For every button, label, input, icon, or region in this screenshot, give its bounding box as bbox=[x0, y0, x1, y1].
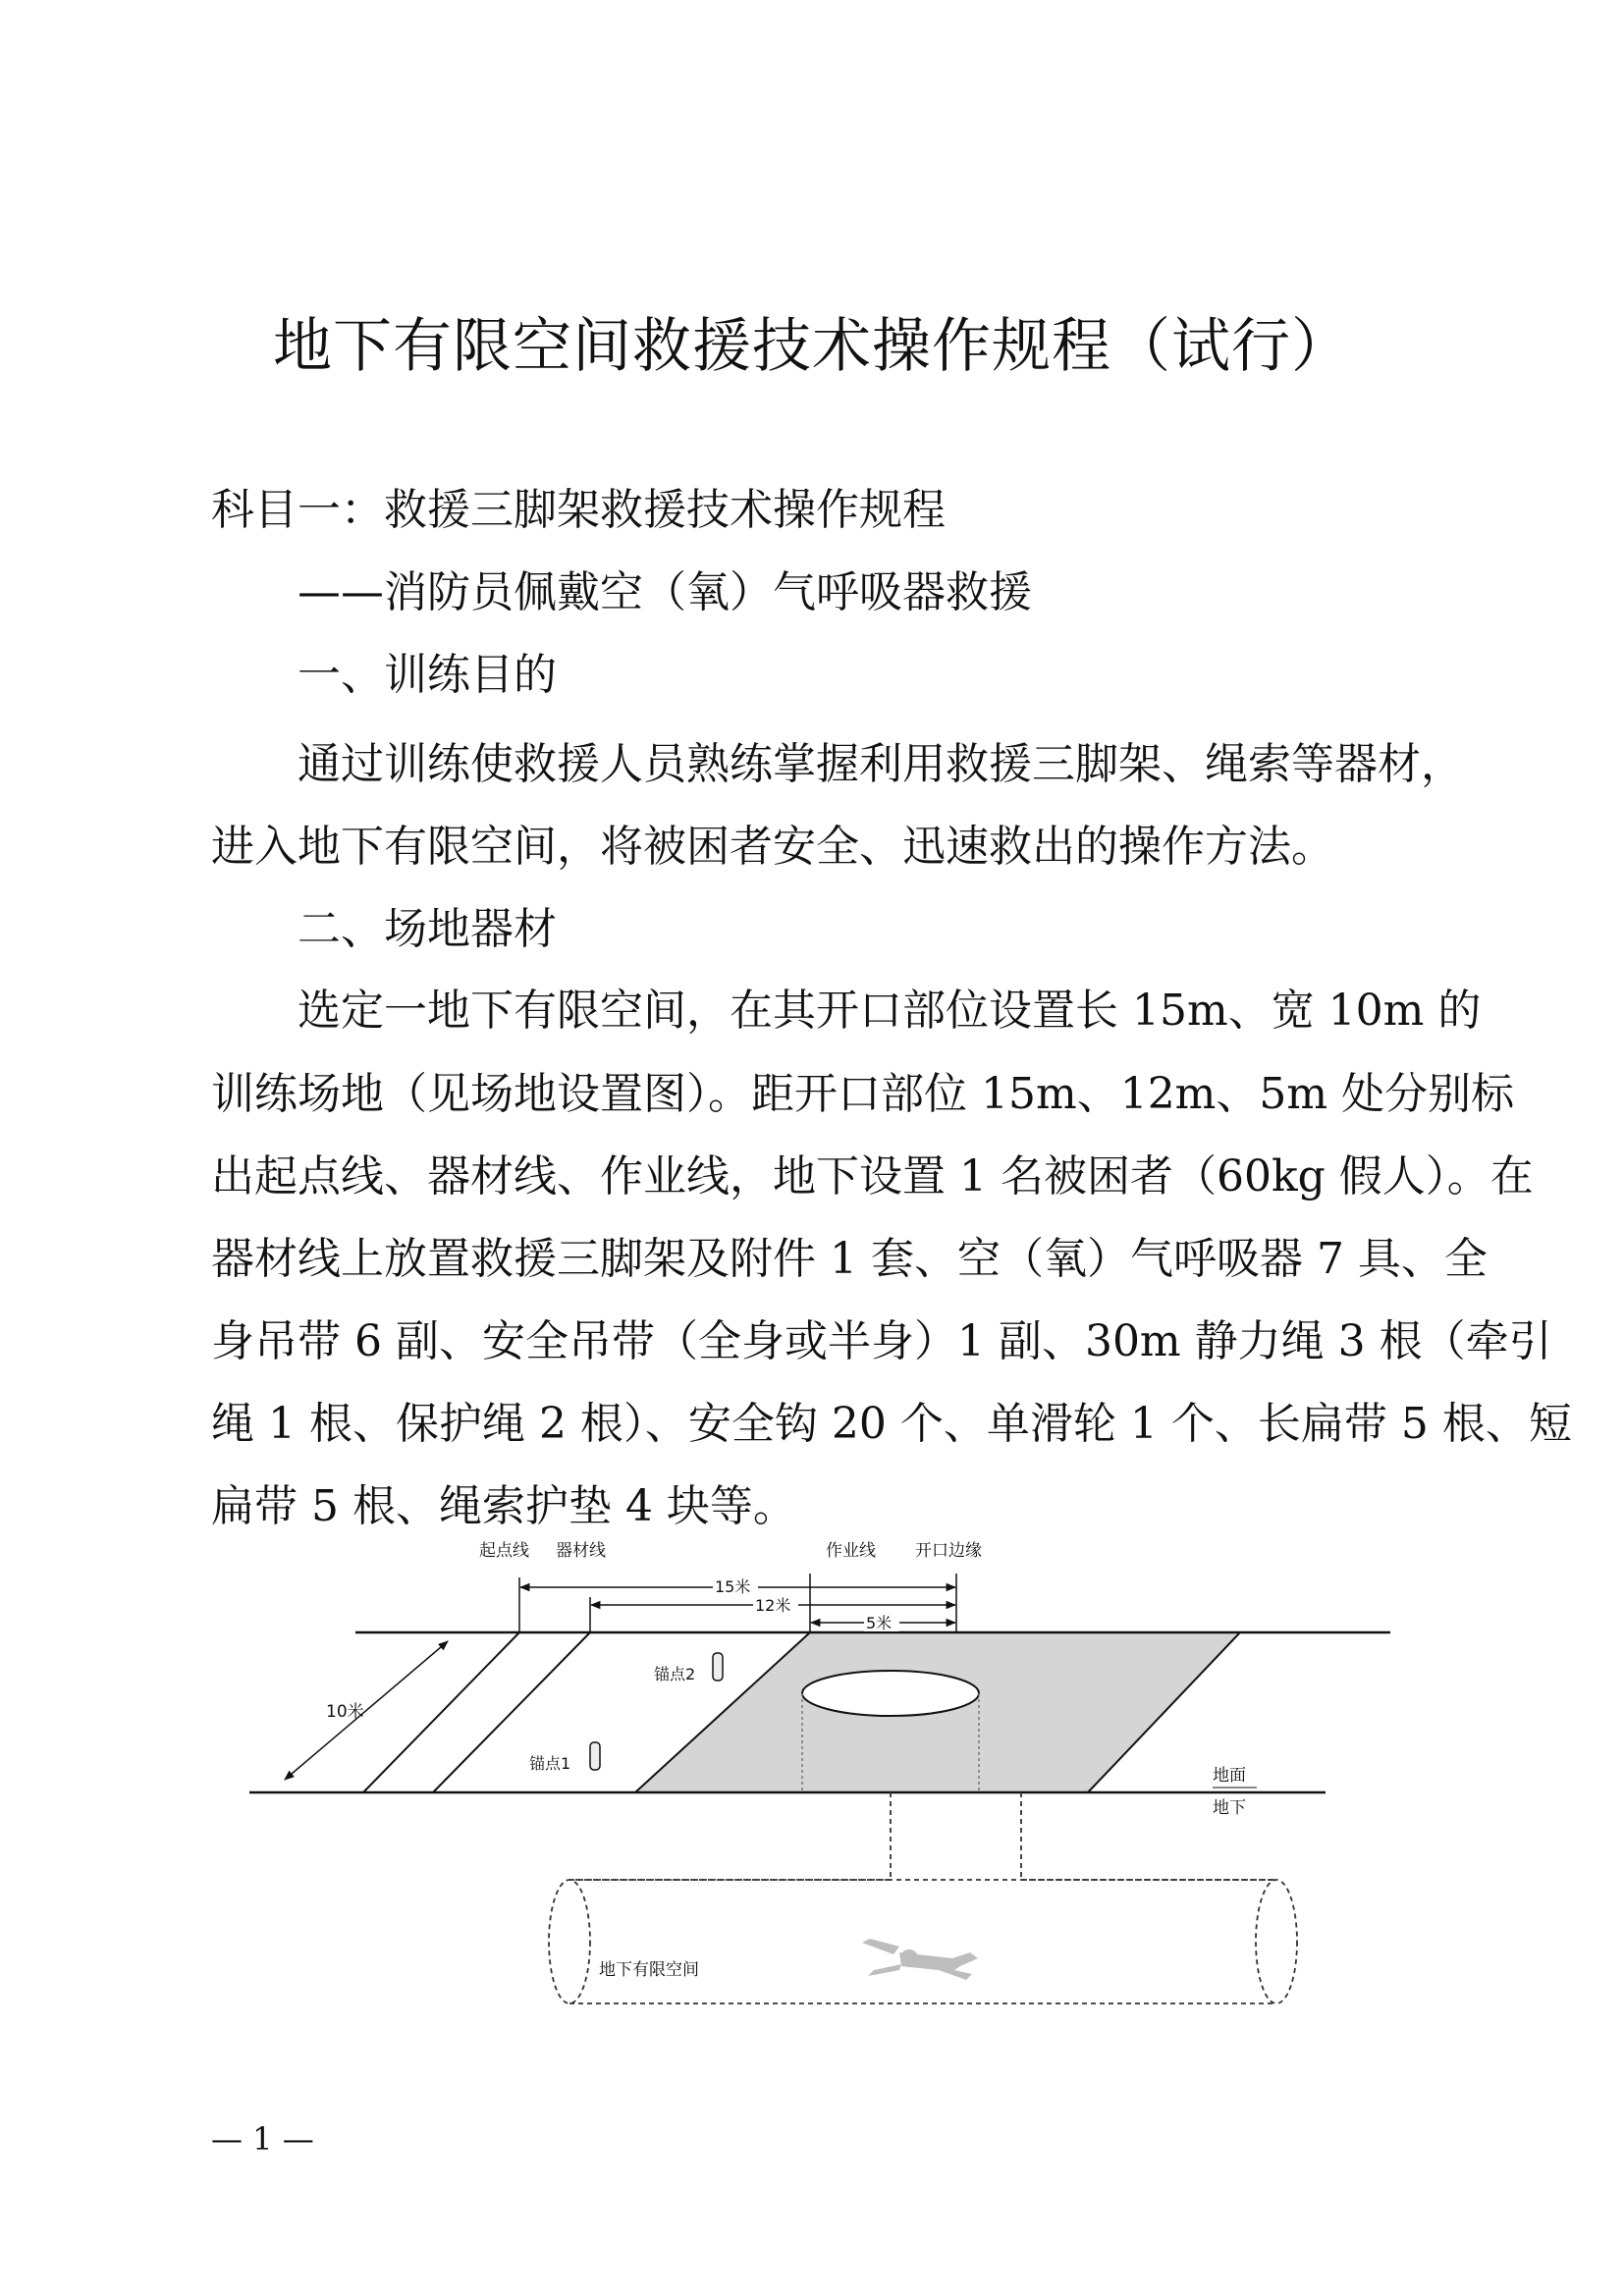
anchor-1 bbox=[590, 1742, 600, 1770]
dimension-10m bbox=[285, 1641, 448, 1780]
paragraph-line: 进入地下有限空间，将被困者安全、迅速救出的操作方法。 bbox=[211, 822, 1334, 872]
subject-subtitle: ——消防员佩戴空（氧）气呼吸器救援 bbox=[298, 567, 1032, 617]
paragraph-line: 绳 1 根、保护绳 2 根）、安全钩 20 个、单滑轮 1 个、长扁带 5 根、短 bbox=[211, 1399, 1572, 1449]
site-layout-diagram bbox=[236, 1526, 1414, 2052]
paragraph-line: 身吊带 6 副、安全吊带（全身或半身）1 副、30m 静力绳 3 根（牵引 bbox=[211, 1316, 1552, 1366]
label-15m: 15米 bbox=[715, 1577, 751, 1596]
label-12m: 12米 bbox=[755, 1596, 791, 1615]
page-title: 地下有限空间救援技术操作规程（试行） bbox=[273, 312, 1351, 381]
paragraph-line: 扁带 5 根、绳索护垫 4 块等。 bbox=[211, 1481, 796, 1531]
label-5m: 5米 bbox=[866, 1614, 893, 1632]
start-line bbox=[363, 1632, 519, 1792]
paragraph-line: 通过训练使救援人员熟练掌握利用救援三脚架、绳索等器材， bbox=[298, 739, 1464, 789]
label-equipment-line: 器材线 bbox=[556, 1541, 606, 1561]
paragraph-line: 器材线上放置救援三脚架及附件 1 套、空（氧）气呼吸器 7 具、全 bbox=[211, 1234, 1488, 1284]
confined-space-pipe bbox=[569, 1880, 1276, 2003]
subject-heading: 科目一：救援三脚架救援技术操作规程 bbox=[211, 485, 946, 535]
label-10m: 10米 bbox=[326, 1702, 364, 1722]
anchor-2 bbox=[713, 1653, 723, 1681]
page-number: — 1 — bbox=[211, 2120, 314, 2158]
label-start-line: 起点线 bbox=[479, 1541, 529, 1561]
label-anchor-1: 锚点1 bbox=[529, 1754, 571, 1773]
label-underground: 地下 bbox=[1213, 1798, 1246, 1818]
paragraph-line: 出起点线、器材线、作业线，地下设置 1 名被困者（60kg 假人）。在 bbox=[211, 1151, 1534, 1201]
manhole-opening bbox=[802, 1671, 979, 1716]
label-ground: 地面 bbox=[1213, 1766, 1246, 1786]
paragraph-line: 选定一地下有限空间，在其开口部位设置长 15m、宽 10m 的 bbox=[298, 986, 1482, 1036]
label-opening-edge: 开口边缘 bbox=[915, 1541, 982, 1561]
label-anchor-2: 锚点2 bbox=[654, 1665, 696, 1683]
access-shaft bbox=[569, 1792, 1276, 1880]
label-work-line: 作业线 bbox=[826, 1541, 876, 1561]
section-heading-purpose: 一、训练目的 bbox=[298, 650, 557, 700]
victim-figure bbox=[862, 1939, 978, 1980]
label-confined-space: 地下有限空间 bbox=[599, 1960, 699, 1980]
section-heading-venue: 二、场地器材 bbox=[298, 904, 557, 954]
paragraph-line: 训练场地（见场地设置图）。距开口部位 15m、12m、5m 处分别标 bbox=[211, 1069, 1515, 1119]
